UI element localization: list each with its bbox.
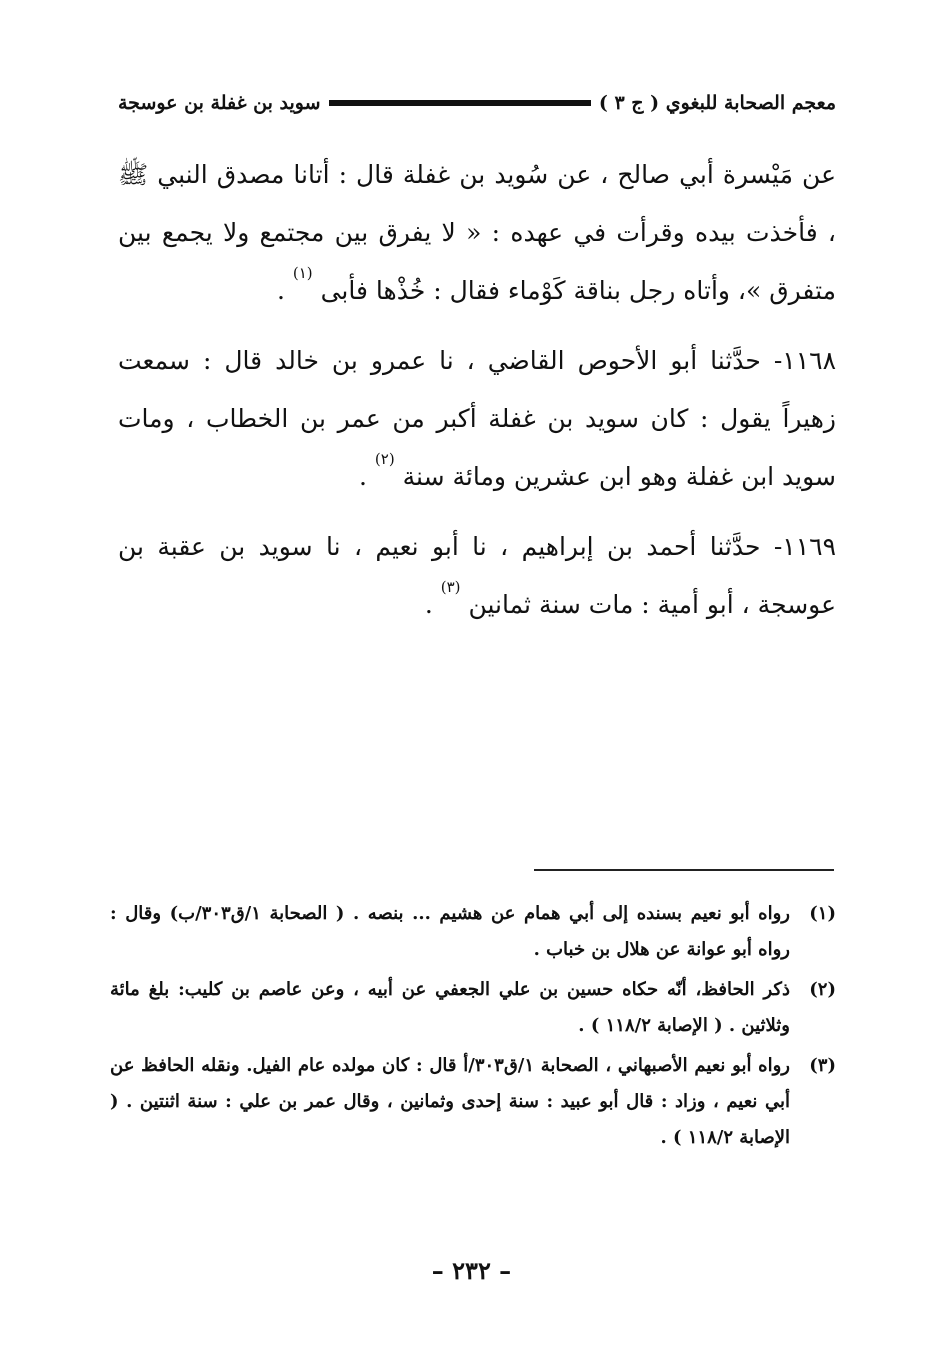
footnote-ref-1: (١)	[292, 264, 313, 282]
paragraph-1169-end: .	[424, 590, 441, 619]
header-book-title: معجم الصحابة للبغوي ( ج ٣ )	[598, 92, 836, 114]
paragraph-1168-end: .	[359, 462, 375, 491]
footnote-number: (٣)	[809, 1055, 836, 1076]
footnotes	[110, 896, 836, 1160]
main-text	[118, 146, 836, 646]
footnote-3	[110, 1048, 836, 1156]
header-entry-name: سويد بن غفلة بن عوسجة	[118, 92, 321, 114]
footnote-text: رواه أبو نعيم بسنده إلى أبي همام عن هشيم ... بنصه . ( الصحابة ١/ق٣٠٣/ب) وقال : رواه أبو عوانة عن هلال بن خباب .	[110, 903, 790, 960]
paragraph-1-end: .	[276, 276, 293, 305]
page-number: – ٢٣٢ –	[431, 1256, 512, 1285]
header-rule	[329, 100, 591, 106]
footnote-1	[110, 896, 836, 968]
footnote-text: ذكر الحافظ، أنّه حكاه حسين بن علي الجعفي عن أبيه ، وعن عاصم بن كليب: بلغ مائة وثلاثين . ( الإصابة ١١٨/٢ ) .	[110, 979, 790, 1036]
running-header	[118, 88, 836, 118]
footnote-number: (٢)	[809, 979, 836, 1000]
footnote-number: (١)	[809, 903, 836, 924]
paragraph-1	[118, 146, 836, 320]
footnote-text: رواه أبو نعيم الأصبهاني ، الصحابة ١/ق٣٠٣/أ قال : كان مولده عام الفيل. ونقله الحافظ عن أبي نعيم ، وزاد : قال أبو عبيد : سنة إحدى وثمانين ، وقال عمر بن علي : سنة اثنتين . ( الإصابة ١١٨/٢ ) .	[110, 1055, 790, 1148]
paragraph-1-text: عن مَيْسرة أبي صالح ، عن سُويد بن غفلة قال : أتانا مصدق النبي ﷺ ، فأخذت بيده وقرأت في عهده : « لا يفرق بين مجتمع ولا يجمع بين متفرق »، وأتاه رجل بناقة كَوْماء فقال : خُذْها فأبى	[118, 160, 836, 305]
footnote-separator	[534, 869, 834, 871]
paragraph-1169	[118, 518, 836, 634]
footnote-2	[110, 972, 836, 1044]
footnote-ref-3: (٣)	[440, 578, 461, 596]
paragraph-1168	[118, 332, 836, 506]
paragraph-1168-text: ١١٦٨- حدَّثنا أبو الأحوص القاضي ، نا عمرو بن خالد قال : سمعت زهيراً يقول : كان سويد بن غفلة أكبر من عمر بن الخطاب ، ومات سويد ابن غفلة وهو ابن عشرين ومائة سنة	[118, 346, 836, 491]
paragraph-1169-text: ١١٦٩- حدَّثنا أحمد بن إبراهيم ، نا أبو نعيم ، نا سويد بن عقبة بن عوسجة ، أبو أمية : مات سنة ثمانين	[118, 532, 836, 619]
footnote-ref-2: (٢)	[374, 450, 395, 468]
